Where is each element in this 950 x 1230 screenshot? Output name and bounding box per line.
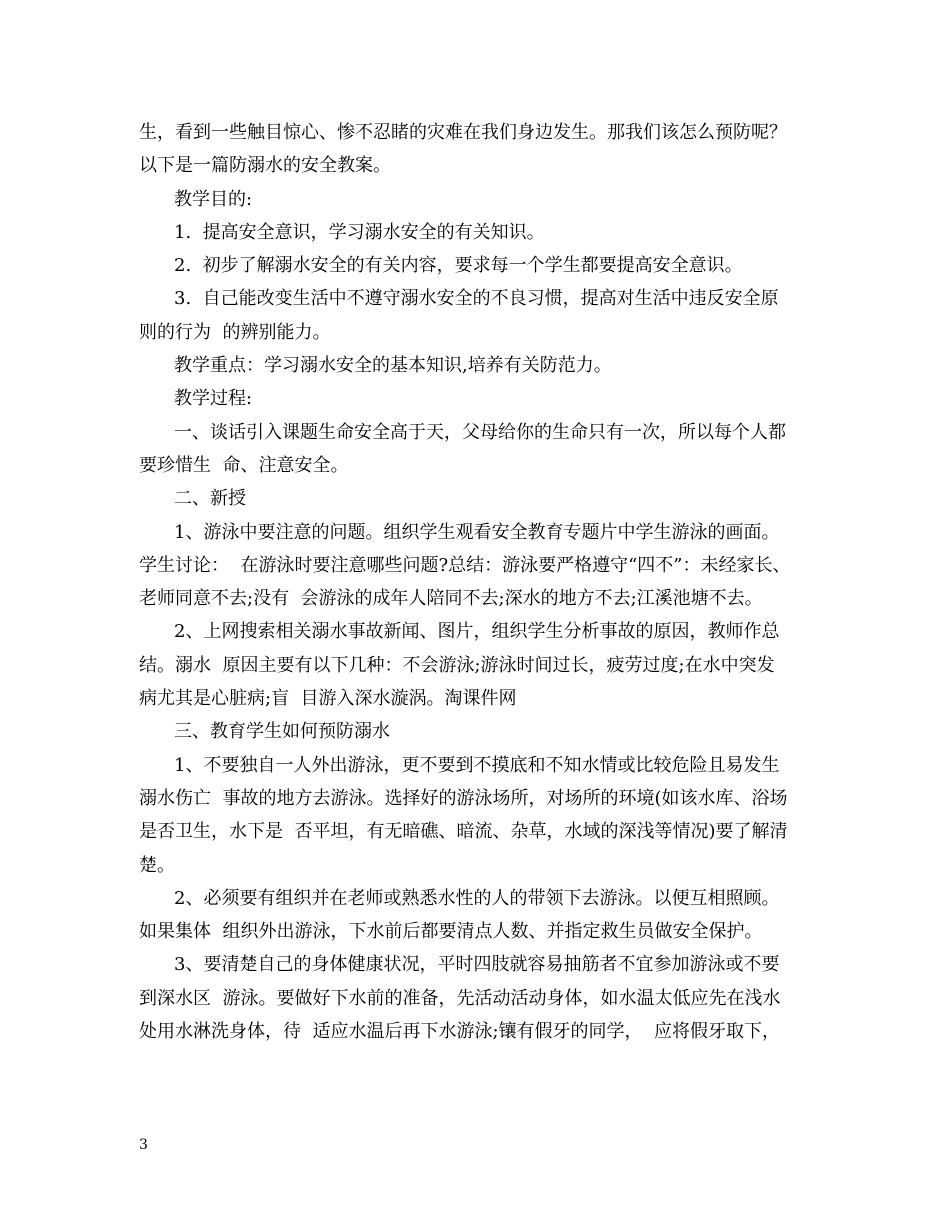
text-line: 如果集体 组织外出游泳，下水前后都要清点人数、并指定救生员做安全保护。: [139, 921, 763, 943]
text-line: 1、不要独自一人外出游泳，更不要到不摸底和不知水情或比较危险且易发生: [174, 754, 780, 776]
text-line: 二、新授: [174, 488, 246, 510]
text-line: 结。溺水 原因主要有以下几种：不会游泳;游泳时间过长，疲劳过度;在水中突发: [139, 654, 775, 676]
document-body: [139, 116, 814, 1048]
text-line: 要珍惜生 命、注意安全。: [139, 454, 349, 476]
text-line: 2、必须要有组织并在老师或熟悉水性的人的带领下去游泳。以便互相照顾。: [174, 887, 780, 909]
text-line: 1. 提高安全意识，学习溺水安全的有关知识。: [174, 221, 545, 243]
text-line: 楚。: [139, 854, 175, 876]
text-line: 3、要清楚自己的身体健康状况，平时四肢就容易抽筋者不宜参加游泳或不要: [174, 954, 780, 976]
text-line: 2. 初步了解溺水安全的有关内容，要求每一个学生都要提高安全意识。: [174, 255, 743, 277]
text-line: 教学过程:: [174, 388, 253, 410]
text-line: 教学重点：学习溺水安全的基本知识,培养有关防范力。: [174, 355, 612, 377]
text-line: 3. 自己能改变生活中不遵守溺水安全的不良习惯，提高对生活中违反安全原: [174, 288, 779, 310]
text-line: 到深水区 游泳。要做好下水前的准备，先活动活动身体，如水温太低应先在浅水: [139, 987, 781, 1009]
page-number: 3: [139, 1137, 148, 1153]
text-line: 一、谈话引入课题生命安全高于天，父母给你的生命只有一次，所以每个人都: [174, 421, 786, 443]
text-line: 1、游泳中要注意的问题。组织学生观看安全教育专题片中学生游泳的画面。: [174, 521, 780, 543]
text-line: 处用水淋洗身体，待 适应水温后再下水游泳;镶有假牙的同学， 应将假牙取下，: [139, 1021, 780, 1043]
text-line: 生，看到一些触目惊心、惨不忍睹的灾难在我们身边发生。那我们该怎么预防呢？: [139, 122, 787, 143]
text-line: 是否卫生，水下是 否平坦，有无暗礁、暗流、杂草，水域的深浅等情况)要了解清: [139, 821, 788, 843]
text-line: 老师同意不去;没有 会游泳的成年人陪同不去;深水的地方不去;江溪池塘不去。: [139, 588, 763, 610]
text-line: 2、上网搜索相关溺水事故新闻、图片，组织学生分析事故的原因，教师作总: [174, 621, 780, 643]
text-line: 学生讨论： 在游泳时要注意哪些问题?总结：游泳要严格遵守“四不”：未经家长、: [139, 554, 791, 576]
text-line: 三、教育学生如何预防溺水: [174, 721, 390, 743]
text-line: 教学目的:: [174, 188, 253, 210]
text-line: 溺水伤亡 事故的地方去游泳。选择好的游泳场所，对场所的环境(如该水库、浴场: [139, 787, 788, 809]
text-line: 以下是一篇防溺水的安全教案。: [139, 155, 391, 177]
text-line: 病尤其是心脏病;盲 目游入深水漩涡。淘课件网: [139, 688, 517, 710]
text-line: 则的行为 的辨别能力。: [139, 321, 331, 343]
